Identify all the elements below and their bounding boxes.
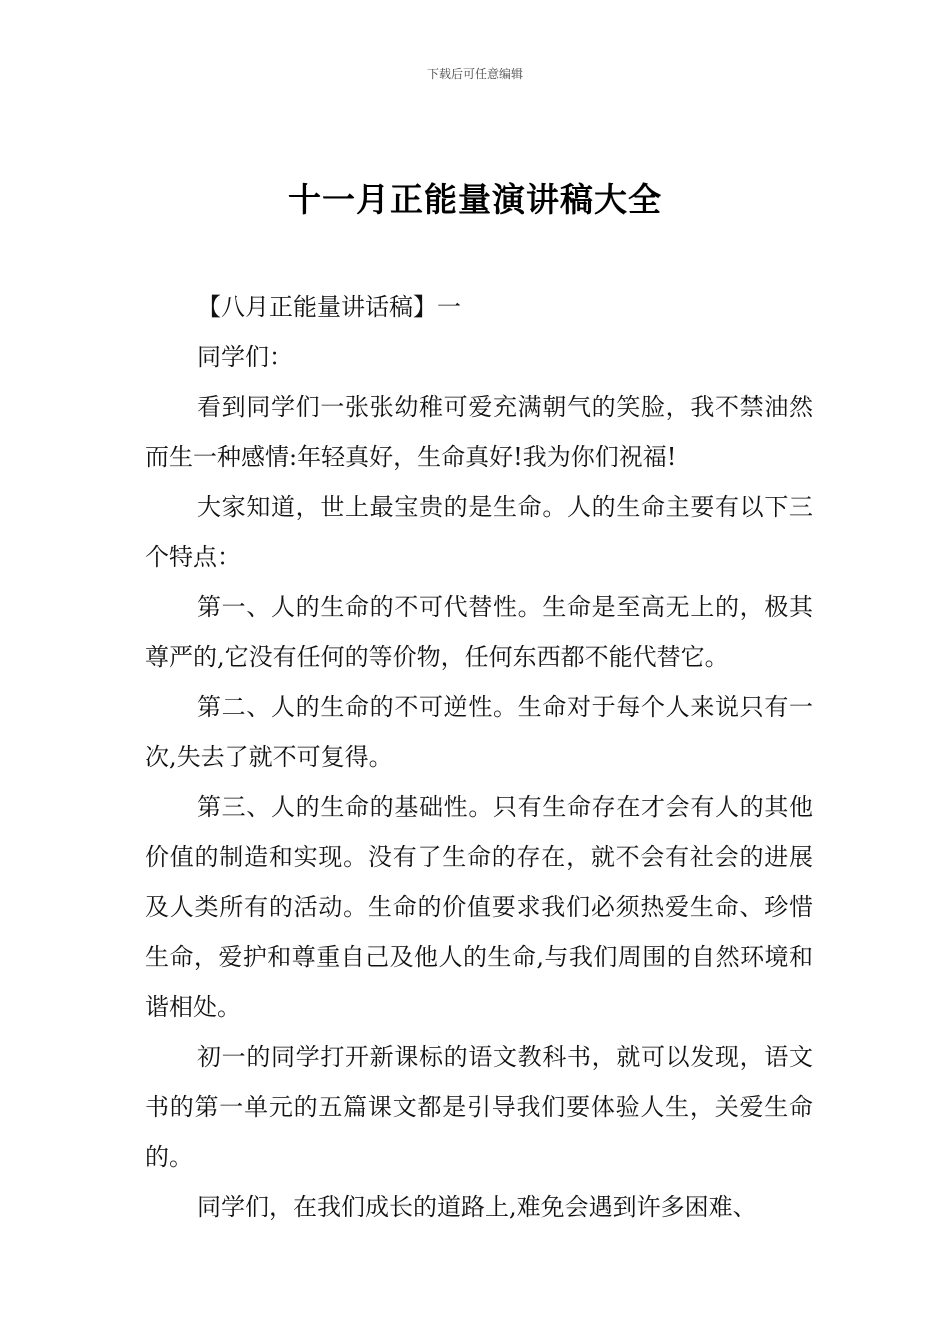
paragraph: 第三、人的生命的基础性。只有生命存在才会有人的其他价值的制造和实现。没有了生命的存在，就不会有社会的进展及人类所有的活动。生命的价值要求我们必须热爱生命、珍惜生命，爱护和尊重自己及他人的生命,与我们周围的自然环境和谐相处。 [145,793,813,1021]
paragraph: 第一、人的生命的不可代替性。生命是至高无上的，极其尊严的,它没有任何的等价物，任何东西都不能代替它。 [145,593,813,671]
document-body [145,282,813,1232]
paragraph-salutation: 同学们： [197,343,293,371]
paragraph: 同学们，在我们成长的道路上,难免会遇到许多困难、 [197,1193,757,1221]
paragraph-heading: 【八月正能量讲话稿】一 [197,293,461,321]
paragraph: 看到同学们一张张幼稚可爱充满朝气的笑脸，我不禁油然而生一种感情:年轻真好，生命真好!我为你们祝福! [145,393,813,471]
document-title: 十一月正能量演讲稿大全 [288,180,662,219]
paragraph: 第二、人的生命的不可逆性。生命对于每个人来说只有一次,失去了就不可复得。 [145,693,813,771]
paragraph: 大家知道，世上最宝贵的是生命。人的生命主要有以下三个特点： [145,493,813,571]
header-note: 下载后可任意编辑 [426,67,523,81]
paragraph: 初一的同学打开新课标的语文教科书，就可以发现，语文书的第一单元的五篇课文都是引导我们要体验人生，关爱生命的。 [145,1043,813,1171]
